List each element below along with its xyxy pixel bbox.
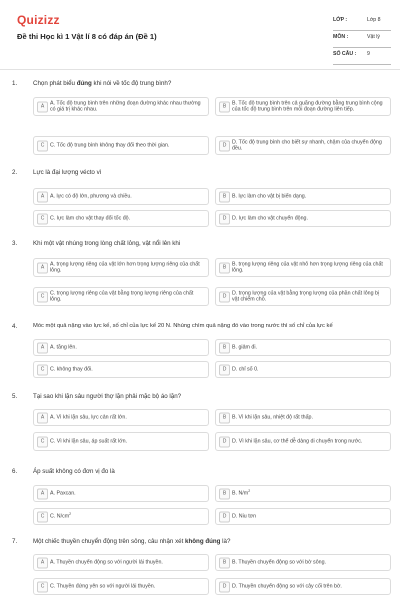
worksheet-header — [0, 0, 400, 70]
meta-label: SỐ CÂU : — [333, 51, 357, 57]
option-b[interactable] — [215, 554, 391, 571]
meta-row-class — [333, 14, 391, 31]
meta-box — [333, 14, 391, 65]
option-d[interactable] — [215, 432, 391, 451]
option-letter: A — [37, 191, 48, 202]
question-text: Áp suất không có đơn vị đo là — [33, 468, 115, 475]
meta-value: Lớp 8 — [367, 17, 381, 23]
option-letter: A — [37, 101, 48, 112]
option-letter: C — [37, 213, 48, 224]
option-b[interactable] — [215, 188, 391, 205]
quizizz-logo: Quizizz — [17, 13, 60, 27]
question-text — [33, 80, 171, 87]
option-c[interactable] — [33, 136, 209, 155]
option-c[interactable] — [33, 287, 209, 306]
question-text-emphasis: không đúng — [185, 538, 221, 545]
option-letter: A — [37, 488, 48, 499]
meta-value: Vật lý — [367, 34, 380, 40]
meta-label: MÔN : — [333, 34, 349, 40]
option-text: A. Paxcan. — [50, 490, 76, 497]
option-text — [50, 513, 204, 520]
question-text-emphasis: đúng — [76, 80, 92, 87]
option-letter: D — [219, 364, 230, 375]
option-letter: C — [37, 364, 48, 375]
option-text: A. Tốc độ trung bình trên những đoạn đường khác nhau thường có giá trị khác nhau. — [50, 99, 201, 113]
option-text: A. trọng lượng riêng của vật lớn hơn trọng lượng riêng của chất lỏng. — [50, 260, 200, 274]
option-b[interactable] — [215, 97, 391, 116]
option-letter: D — [219, 581, 230, 592]
option-text: B. Tốc độ trung bình trên cả quãng đường bằng trung bình cộng của tốc độ trung bình trên mỗi đoạn đường liên tiếp. — [232, 99, 383, 113]
option-d[interactable] — [215, 287, 391, 306]
question-text-part: khi nói về tốc độ trung bình? — [91, 80, 172, 87]
option-text: C. Thuyền đứng yên so với người lái thuyền. — [50, 583, 156, 590]
option-letter: B — [219, 412, 230, 423]
option-c[interactable] — [33, 361, 209, 378]
option-text: A. Vì khi lặn sâu, lực cản rất lớn. — [50, 414, 127, 421]
question-text-part: Chọn phát biểu — [33, 80, 77, 87]
option-text: D. chỉ số 0. — [232, 366, 259, 373]
question-number: 1. — [12, 80, 18, 87]
option-a[interactable] — [33, 258, 209, 277]
option-letter: B — [219, 488, 230, 499]
option-text: D. Thuyền chuyển động so với cây cối trên bờ. — [232, 583, 342, 590]
option-text-superscript: 2 — [248, 488, 251, 493]
question-text: Khi một vật nhúng trong lòng chất lỏng, vật nổi lên khi — [33, 240, 181, 247]
option-text: D. Vì khi lặn sâu, cơ thể dễ dàng di chuyển trong nước. — [232, 438, 363, 445]
option-letter: A — [37, 262, 48, 273]
worksheet-title: Đề thi Học kì 1 Vật lí 8 có đáp án (Đề 1) — [17, 32, 157, 41]
option-a[interactable] — [33, 554, 209, 571]
option-text: C. Vì khi lặn sâu, áp suất rất lớn. — [50, 438, 128, 445]
option-a[interactable] — [33, 339, 209, 356]
option-c[interactable] — [33, 432, 209, 451]
option-d[interactable] — [215, 136, 391, 155]
option-letter: D — [219, 436, 230, 447]
option-letter: B — [219, 557, 230, 568]
option-a[interactable] — [33, 485, 209, 502]
meta-label: LỚP : — [333, 17, 348, 23]
option-text: B. Vì khi lặn sâu, nhiệt độ rất thấp. — [232, 414, 313, 421]
option-letter: D — [219, 291, 230, 302]
question-number: 7. — [12, 538, 18, 545]
question-text: Lực là đại lượng vécto vì — [33, 169, 102, 176]
option-text: B. trọng lượng riêng của vật nhỏ hơn trọng lượng riêng của chất lỏng. — [232, 260, 383, 274]
question-text: Tại sao khi lặn sâu người thợ lặn phải mặc bộ áo lặn? — [33, 393, 182, 400]
option-letter: C — [37, 581, 48, 592]
option-letter: C — [37, 140, 48, 151]
option-letter: C — [37, 436, 48, 447]
option-letter: D — [219, 213, 230, 224]
option-a[interactable] — [33, 188, 209, 205]
option-text: C. trọng lượng riêng của vật bằng trọng lượng riêng của chất lỏng. — [50, 289, 194, 303]
option-text: D. trọng lượng của vật bằng trọng lượng của phần chất lỏng bị vật chiếm chỗ. — [232, 289, 380, 303]
question-number: 6. — [12, 468, 18, 475]
option-letter: A — [37, 557, 48, 568]
option-text: A. Thuyền chuyển động so với người lái thuyền. — [50, 559, 163, 566]
option-a[interactable] — [33, 409, 209, 426]
option-letter: B — [219, 101, 230, 112]
option-letter: B — [219, 262, 230, 273]
option-text: B. Thuyền chuyển động so với bờ sông. — [232, 559, 327, 566]
option-text: B. lực làm cho vật bị biến dạng. — [232, 193, 307, 200]
meta-value: 9 — [367, 51, 370, 57]
question-text-part: Một chiếc thuyền chuyển động trên sông, câu nhận xét — [33, 538, 186, 545]
option-letter: C — [37, 511, 48, 522]
option-d[interactable] — [215, 578, 391, 595]
meta-row-subject — [333, 31, 391, 48]
option-text — [232, 490, 386, 497]
option-b[interactable] — [215, 485, 391, 502]
option-text: A. tăng lên. — [50, 344, 77, 351]
option-text: C. lực làm cho vật thay đổi tốc độ. — [50, 215, 131, 222]
option-d[interactable] — [215, 508, 391, 525]
question-text-part: là? — [220, 538, 231, 545]
question-number: 4. — [12, 323, 18, 330]
option-letter: D — [219, 140, 230, 151]
option-letter: C — [37, 291, 48, 302]
option-b[interactable] — [215, 409, 391, 426]
option-letter: A — [37, 342, 48, 353]
option-text-superscript: 2 — [69, 511, 72, 516]
option-text: D. Tốc độ trung bình cho biết sự nhanh, chậm của chuyển động đều. — [232, 138, 382, 152]
option-text: D. Niu tơn — [232, 513, 257, 520]
option-text-main: B. N/m — [232, 490, 249, 497]
option-text-main: C. N/cm — [50, 513, 70, 520]
option-d[interactable] — [215, 361, 391, 378]
question-number: 3. — [12, 240, 18, 247]
option-c[interactable] — [33, 210, 209, 227]
option-text: B. giảm đi. — [232, 344, 258, 351]
option-text: C. Tốc độ trung bình không thay đổi theo thời gian. — [50, 142, 170, 149]
question-text: Móc một quả nặng vào lực kế, số chỉ của lực kế 20 N. Nhúng chìm quả nặng đó vào trong nước thì số chỉ của lực kế — [33, 323, 333, 329]
option-b[interactable] — [215, 258, 391, 277]
meta-row-question-count — [333, 48, 391, 65]
option-text: C. không thay đổi. — [50, 366, 93, 373]
option-b[interactable] — [215, 339, 391, 356]
question-number: 2. — [12, 169, 18, 176]
question-text — [33, 538, 230, 545]
option-letter: A — [37, 412, 48, 423]
option-c[interactable] — [33, 578, 209, 595]
option-a[interactable] — [33, 97, 209, 116]
option-text: D. lực làm cho vật chuyển động. — [232, 215, 308, 222]
header-divider — [0, 69, 400, 70]
option-d[interactable] — [215, 210, 391, 227]
question-number: 5. — [12, 393, 18, 400]
option-text: A. lực có độ lớn, phương và chiều. — [50, 193, 132, 200]
option-letter: D — [219, 511, 230, 522]
option-letter: B — [219, 342, 230, 353]
option-c[interactable] — [33, 508, 209, 525]
option-letter: B — [219, 191, 230, 202]
